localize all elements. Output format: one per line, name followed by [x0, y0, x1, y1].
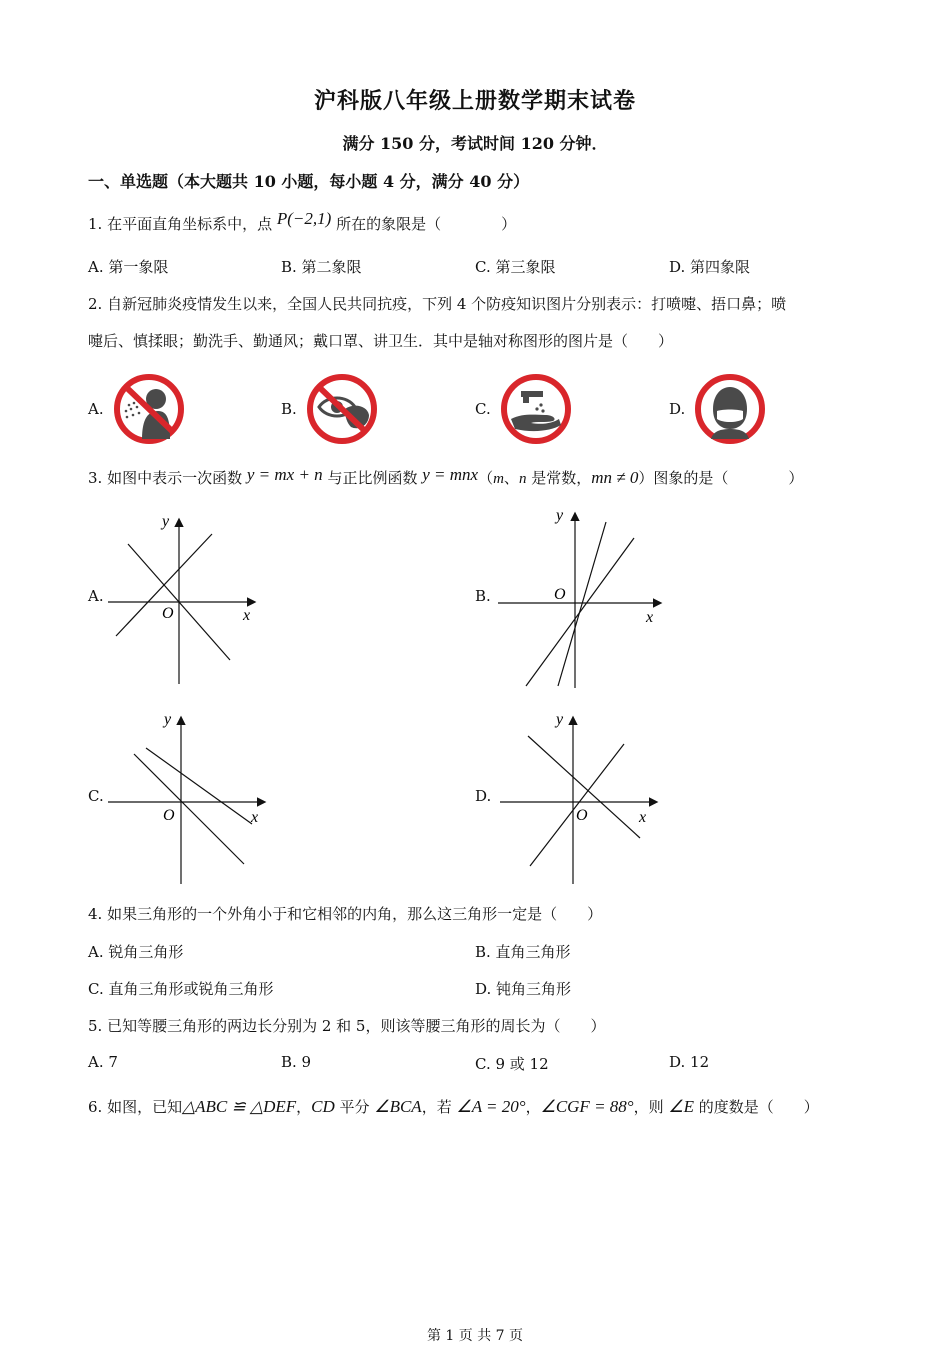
page-footer: 第 1 页 共 7 页 — [426, 1328, 524, 1344]
q5-option-a: A. 7 — [88, 1053, 118, 1071]
q3-mid: 与正比例函数 — [322, 469, 423, 487]
q3-label-d: D. — [475, 787, 492, 805]
q3-const-text: 是常数， — [526, 469, 592, 487]
q3-suffix: ）图象的是（ ） — [638, 469, 804, 487]
q3-var-m: m — [493, 471, 504, 487]
y-axis-label: y — [164, 711, 172, 728]
q3-graph-d — [496, 706, 666, 888]
section-heading: 一、单选题（本大题共 10 小题，每小题 4 分，满分 40 分） — [88, 172, 530, 191]
q4-option-c: C. 直角三角形或锐角三角形 — [88, 980, 274, 998]
q3-var-n: n — [518, 471, 527, 487]
q3-proportional-function: y = mnx — [422, 465, 479, 484]
q3-label-c: C. — [88, 787, 104, 805]
q3-label-b: B. — [475, 587, 491, 605]
q4-option-d: D. 钝角三角形 — [475, 980, 572, 998]
q1-point: P(−2,1) — [276, 209, 332, 228]
q6-bisects: 平分 — [334, 1098, 375, 1116]
q6-suffix: 的度数是（ ） — [694, 1098, 819, 1116]
line-2 — [146, 748, 252, 824]
x-axis-label: x — [639, 809, 647, 826]
q4-option-b: B. 直角三角形 — [475, 943, 571, 961]
question-1 — [88, 209, 517, 234]
y-axis-label: y — [162, 513, 170, 530]
q5-option-c: C. 9 或 12 — [475, 1055, 549, 1073]
x-axis-label: x — [243, 607, 251, 624]
q3-condition: mn ≠ 0 — [591, 468, 639, 487]
q2-label-a: A. — [88, 400, 104, 418]
hand-washing-icon — [499, 373, 573, 445]
q3-label-a: A. — [88, 587, 104, 605]
question-6 — [88, 1097, 819, 1117]
q1-prefix: 1. 在平面直角坐标系中，点 — [88, 215, 277, 233]
no-sneeze-icon — [112, 373, 186, 445]
question-3 — [88, 465, 804, 489]
question-2-line-2: 嚏后、慎揉眼；勤洗手、勤通风；戴口罩、讲卫生．其中是轴对称图形的图片是（ ） — [88, 332, 674, 350]
q5-option-d: D. 12 — [669, 1053, 710, 1071]
q5-option-b: B. 9 — [281, 1053, 312, 1071]
origin-label: O — [554, 586, 566, 603]
origin-label: O — [576, 807, 588, 824]
q1-option-d: D. 第四象限 — [669, 258, 751, 276]
q6-sep-1: ， — [296, 1098, 312, 1116]
q3-graph-b — [496, 500, 668, 692]
q4-option-a: A. 锐角三角形 — [88, 943, 184, 961]
q2-label-b: B. — [281, 400, 297, 418]
q6-angle-cgf: ∠CGF = 88° — [540, 1097, 634, 1116]
line-1 — [134, 754, 244, 864]
y-axis-label: y — [556, 507, 564, 524]
q3-graph-c — [104, 706, 274, 888]
origin-label: O — [162, 605, 174, 622]
q2-label-c: C. — [475, 400, 491, 418]
q6-congruence: △ABC ≌ △DEF — [182, 1097, 297, 1116]
q3-linear-function: y = mx + n — [246, 465, 323, 484]
q6-if: ，若 — [421, 1098, 457, 1116]
page-title: 沪科版八年级上册数学期末试卷 — [313, 88, 636, 114]
origin-label: O — [163, 807, 175, 824]
line-2 — [530, 744, 624, 866]
q6-angle-bca: ∠BCA — [374, 1097, 422, 1116]
q3-prefix: 3. 如图中表示一次函数 — [88, 469, 247, 487]
q1-suffix: 所在的象限是（ ） — [331, 215, 517, 233]
no-eye-rubbing-icon — [305, 373, 379, 445]
q6-cd: CD — [311, 1097, 335, 1116]
q6-sep-2: ， — [525, 1098, 541, 1116]
q6-angle-e: ∠E — [668, 1097, 694, 1116]
line-2 — [558, 522, 606, 686]
question-2-line-1: 2. 自新冠肺炎疫情发生以来，全国人民共同抗疫，下列 4 个防疫知识图片分别表示：打喷嚏、捂口鼻；喷 — [88, 295, 787, 313]
q3-sep: 、 — [503, 469, 519, 487]
q1-option-a: A. 第一象限 — [88, 258, 169, 276]
question-5: 5. 已知等腰三角形的两边长分别为 2 和 5，则该等腰三角形的周长为（ ） — [88, 1017, 606, 1035]
q6-prefix: 6. 如图，已知 — [88, 1098, 183, 1116]
question-4: 4. 如果三角形的一个外角小于和它相邻的内角，那么这三角形一定是（ ） — [88, 905, 603, 923]
q3-paren-open: （ — [478, 469, 494, 487]
q6-angle-a: ∠A = 20° — [456, 1097, 526, 1116]
x-axis-label: x — [251, 809, 259, 826]
q3-graph-a — [104, 508, 274, 690]
q1-option-c: C. 第三象限 — [475, 258, 556, 276]
q6-then: ，则 — [633, 1098, 669, 1116]
q1-option-b: B. 第二象限 — [281, 258, 362, 276]
q2-label-d: D. — [669, 400, 686, 418]
page-subtitle: 满分 150 分，考试时间 120 分钟． — [342, 134, 608, 153]
face-mask-icon — [693, 373, 767, 445]
x-axis-label: x — [646, 609, 654, 626]
y-axis-label: y — [556, 711, 564, 728]
